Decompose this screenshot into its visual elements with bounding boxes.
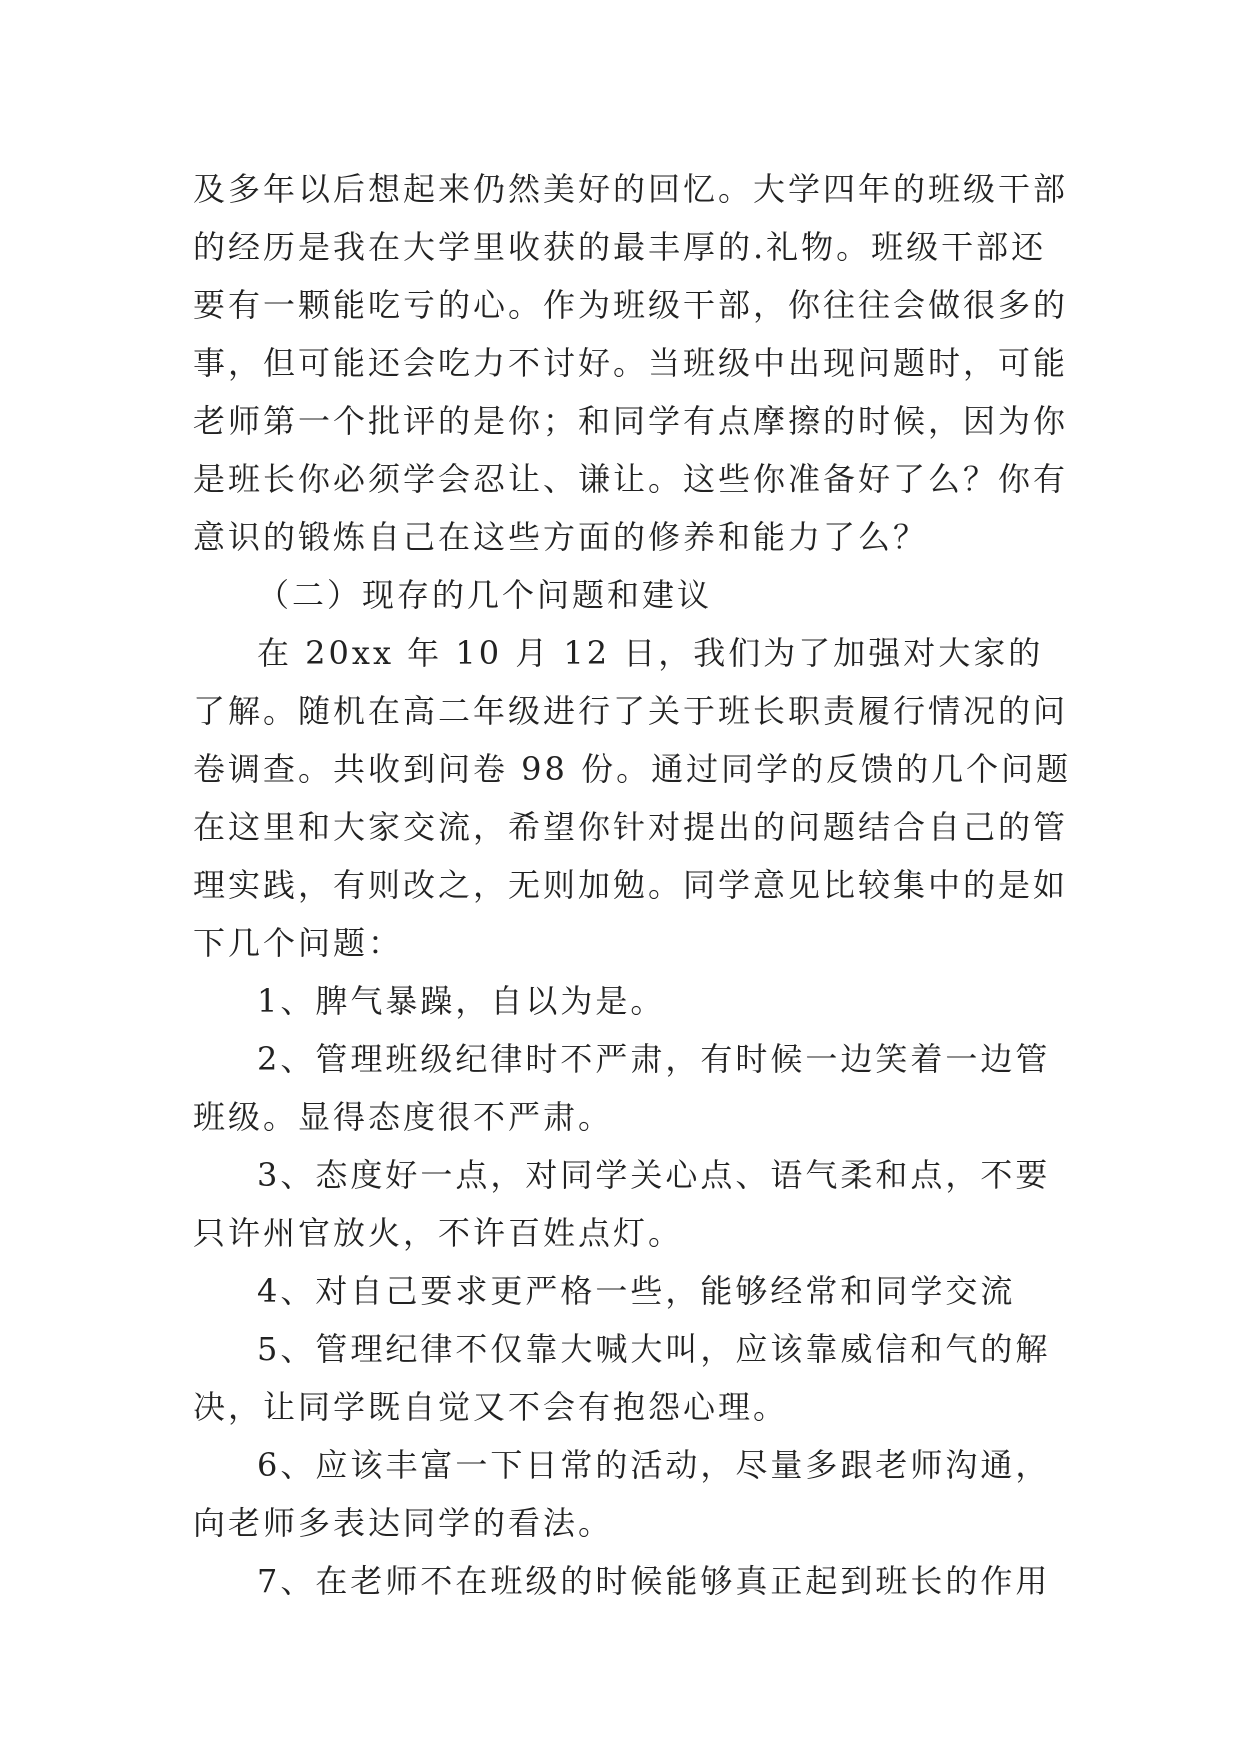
document-body (193, 160, 1073, 1610)
paragraph-survey: 在 20xx 年 10 月 12 日，我们为了加强对大家的了解。随机在高二年级进行了关于班长职责履行情况的问卷调查。共收到问卷 98 份。通过同学的反馈的几个问题在这里和大家交流，希望你针对提出的问题结合自己的管理实践，有则改之，无则加勉。同学意见比较集中的是如下几个问题： (193, 634, 1072, 962)
list-item-1: 1、脾气暴躁，自以为是。 (257, 982, 666, 1020)
paragraph-continuation: 及多年以后想起来仍然美好的回忆。大学四年的班级干部的经历是我在大学里收获的最丰厚的.礼物。班级干部还要有一颗能吃亏的心。作为班级干部，你往往会做很多的事，但可能还会吃力不讨好。当班级中出现问题时，可能老师第一个批评的是你；和同学有点摩擦的时候，因为你是班长你必须学会忍让、谦让。这些你准备好了么？你有意识的锻炼自己在这些方面的修养和能力了么？ (193, 170, 1069, 556)
list-item-7: 7、在老师不在班级的时候能够真正起到班长的作用 (257, 1562, 1051, 1600)
list-item-5: 5、管理纪律不仅靠大喊大叫，应该靠威信和气的解决，让同学既自觉又不会有抱怨心理。 (193, 1330, 1051, 1426)
list-item-3: 3、态度好一点，对同学关心点、语气柔和点，不要只许州官放火，不许百姓点灯。 (193, 1156, 1051, 1252)
list-item-2: 2、管理班级纪律时不严肃，有时候一边笑着一边管班级。显得态度很不严肃。 (193, 1040, 1051, 1136)
list-item-4: 4、对自己要求更严格一些，能够经常和同学交流 (257, 1272, 1016, 1310)
list-item-6: 6、应该丰富一下日常的活动，尽量多跟老师沟通，向老师多表达同学的看法。 (193, 1446, 1051, 1542)
section-heading: （二）现存的几个问题和建议 (257, 576, 713, 614)
